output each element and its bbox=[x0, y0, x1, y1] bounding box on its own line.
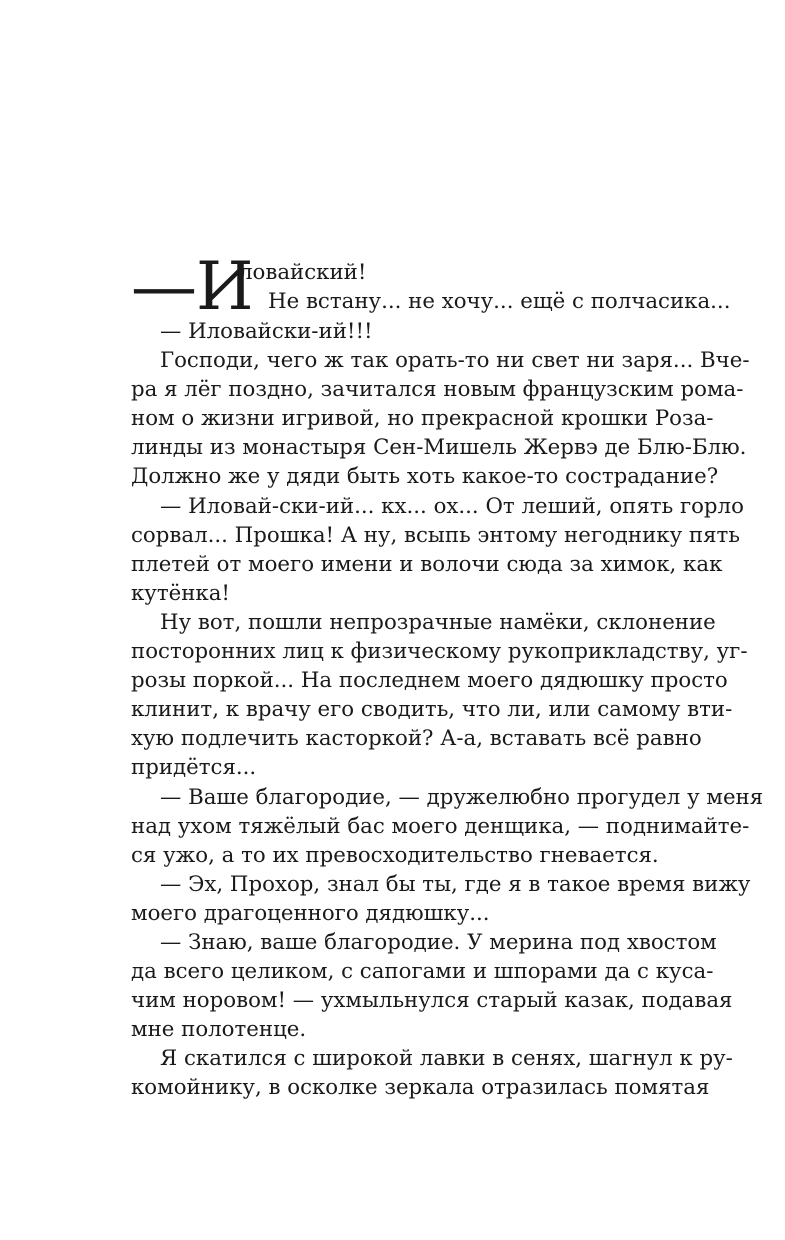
text-line: ра я лёг поздно, зачитался новым французским рома- bbox=[131, 377, 744, 403]
text-line: Должно же у дяди быть хоть какое-то сострадание? bbox=[131, 464, 719, 490]
drop-cap: —И bbox=[131, 248, 253, 325]
text-line: плетей от моего имени и волочи сюда за химок, как bbox=[131, 551, 723, 577]
text-line: — Иловайски-ий!!! bbox=[160, 319, 373, 344]
opening-line-1: ловайский! bbox=[239, 260, 367, 285]
opening-paragraph bbox=[131, 248, 731, 325]
text-line: — Ваше благородие, — дружелюбно прогудел у меня bbox=[160, 784, 764, 810]
text-line: мне полотенце. bbox=[131, 1017, 307, 1043]
text-line: — Знаю, ваше благородие. У мерина под хвостом bbox=[160, 929, 717, 955]
text-line: комойнику, в осколке зеркала отразилась помятая bbox=[131, 1075, 710, 1101]
paragraph bbox=[131, 608, 748, 783]
text-line: Господи, чего ж так орать-то ни свет ни заря... Вче- bbox=[160, 348, 750, 374]
text-line: хую подлечить касторкой? А-а, вставать всё равно bbox=[131, 726, 702, 752]
paragraph bbox=[131, 492, 744, 608]
text-line: придётся... bbox=[131, 755, 257, 781]
text-line: кутёнка! bbox=[131, 580, 230, 606]
text-line: розы поркой... На последнем моего дядюшку просто bbox=[131, 668, 728, 694]
text-line: Я скатился с широкой лавки в сенях, шагнул к ру- bbox=[160, 1046, 733, 1072]
text-line: ся ужо, а то их превосходительство гневается. bbox=[131, 842, 659, 868]
text-line: клинит, к врачу его сводить, что ли, или самому вти- bbox=[131, 697, 733, 723]
text-line: — Эх, Прохор, знал бы ты, где я в такое время вижу bbox=[160, 871, 751, 897]
text-line: над ухом тяжёлый бас моего денщика, — поднимайте- bbox=[131, 813, 750, 839]
paragraph bbox=[131, 346, 750, 491]
text-line: посторонних лиц к физическому рукоприкладству, уг- bbox=[131, 639, 748, 665]
paragraphs bbox=[131, 317, 764, 1103]
paragraph bbox=[131, 870, 751, 928]
text-line: — Иловай-ски-ий... кх... ох... От леший, опять горло bbox=[160, 493, 744, 519]
text-line: моего драгоценного дядюшку... bbox=[131, 900, 490, 926]
text-line: чим норовом! — ухмыльнулся старый казак, подавая bbox=[131, 988, 733, 1014]
paragraph bbox=[131, 1044, 733, 1102]
text-line: Ну вот, пошли непрозрачные намёки, склонение bbox=[160, 609, 716, 635]
page-text bbox=[131, 248, 764, 1103]
paragraph bbox=[131, 783, 764, 870]
text-line: сорвал... Прошка! А ну, всыпь энтому негоднику пять bbox=[131, 522, 740, 548]
opening-line-2: Не встану... не хочу... ещё с полчасика... bbox=[268, 289, 731, 314]
text-line: ном о жизни игривой, но прекрасной крошки Роза- bbox=[131, 406, 714, 432]
text-line: да всего целиком, с сапогами и шпорами да с куса- bbox=[131, 959, 714, 985]
paragraph bbox=[131, 928, 733, 1044]
text-line: линды из монастыря Сен-Мишель Жервэ де Блю-Блю. bbox=[131, 435, 747, 461]
